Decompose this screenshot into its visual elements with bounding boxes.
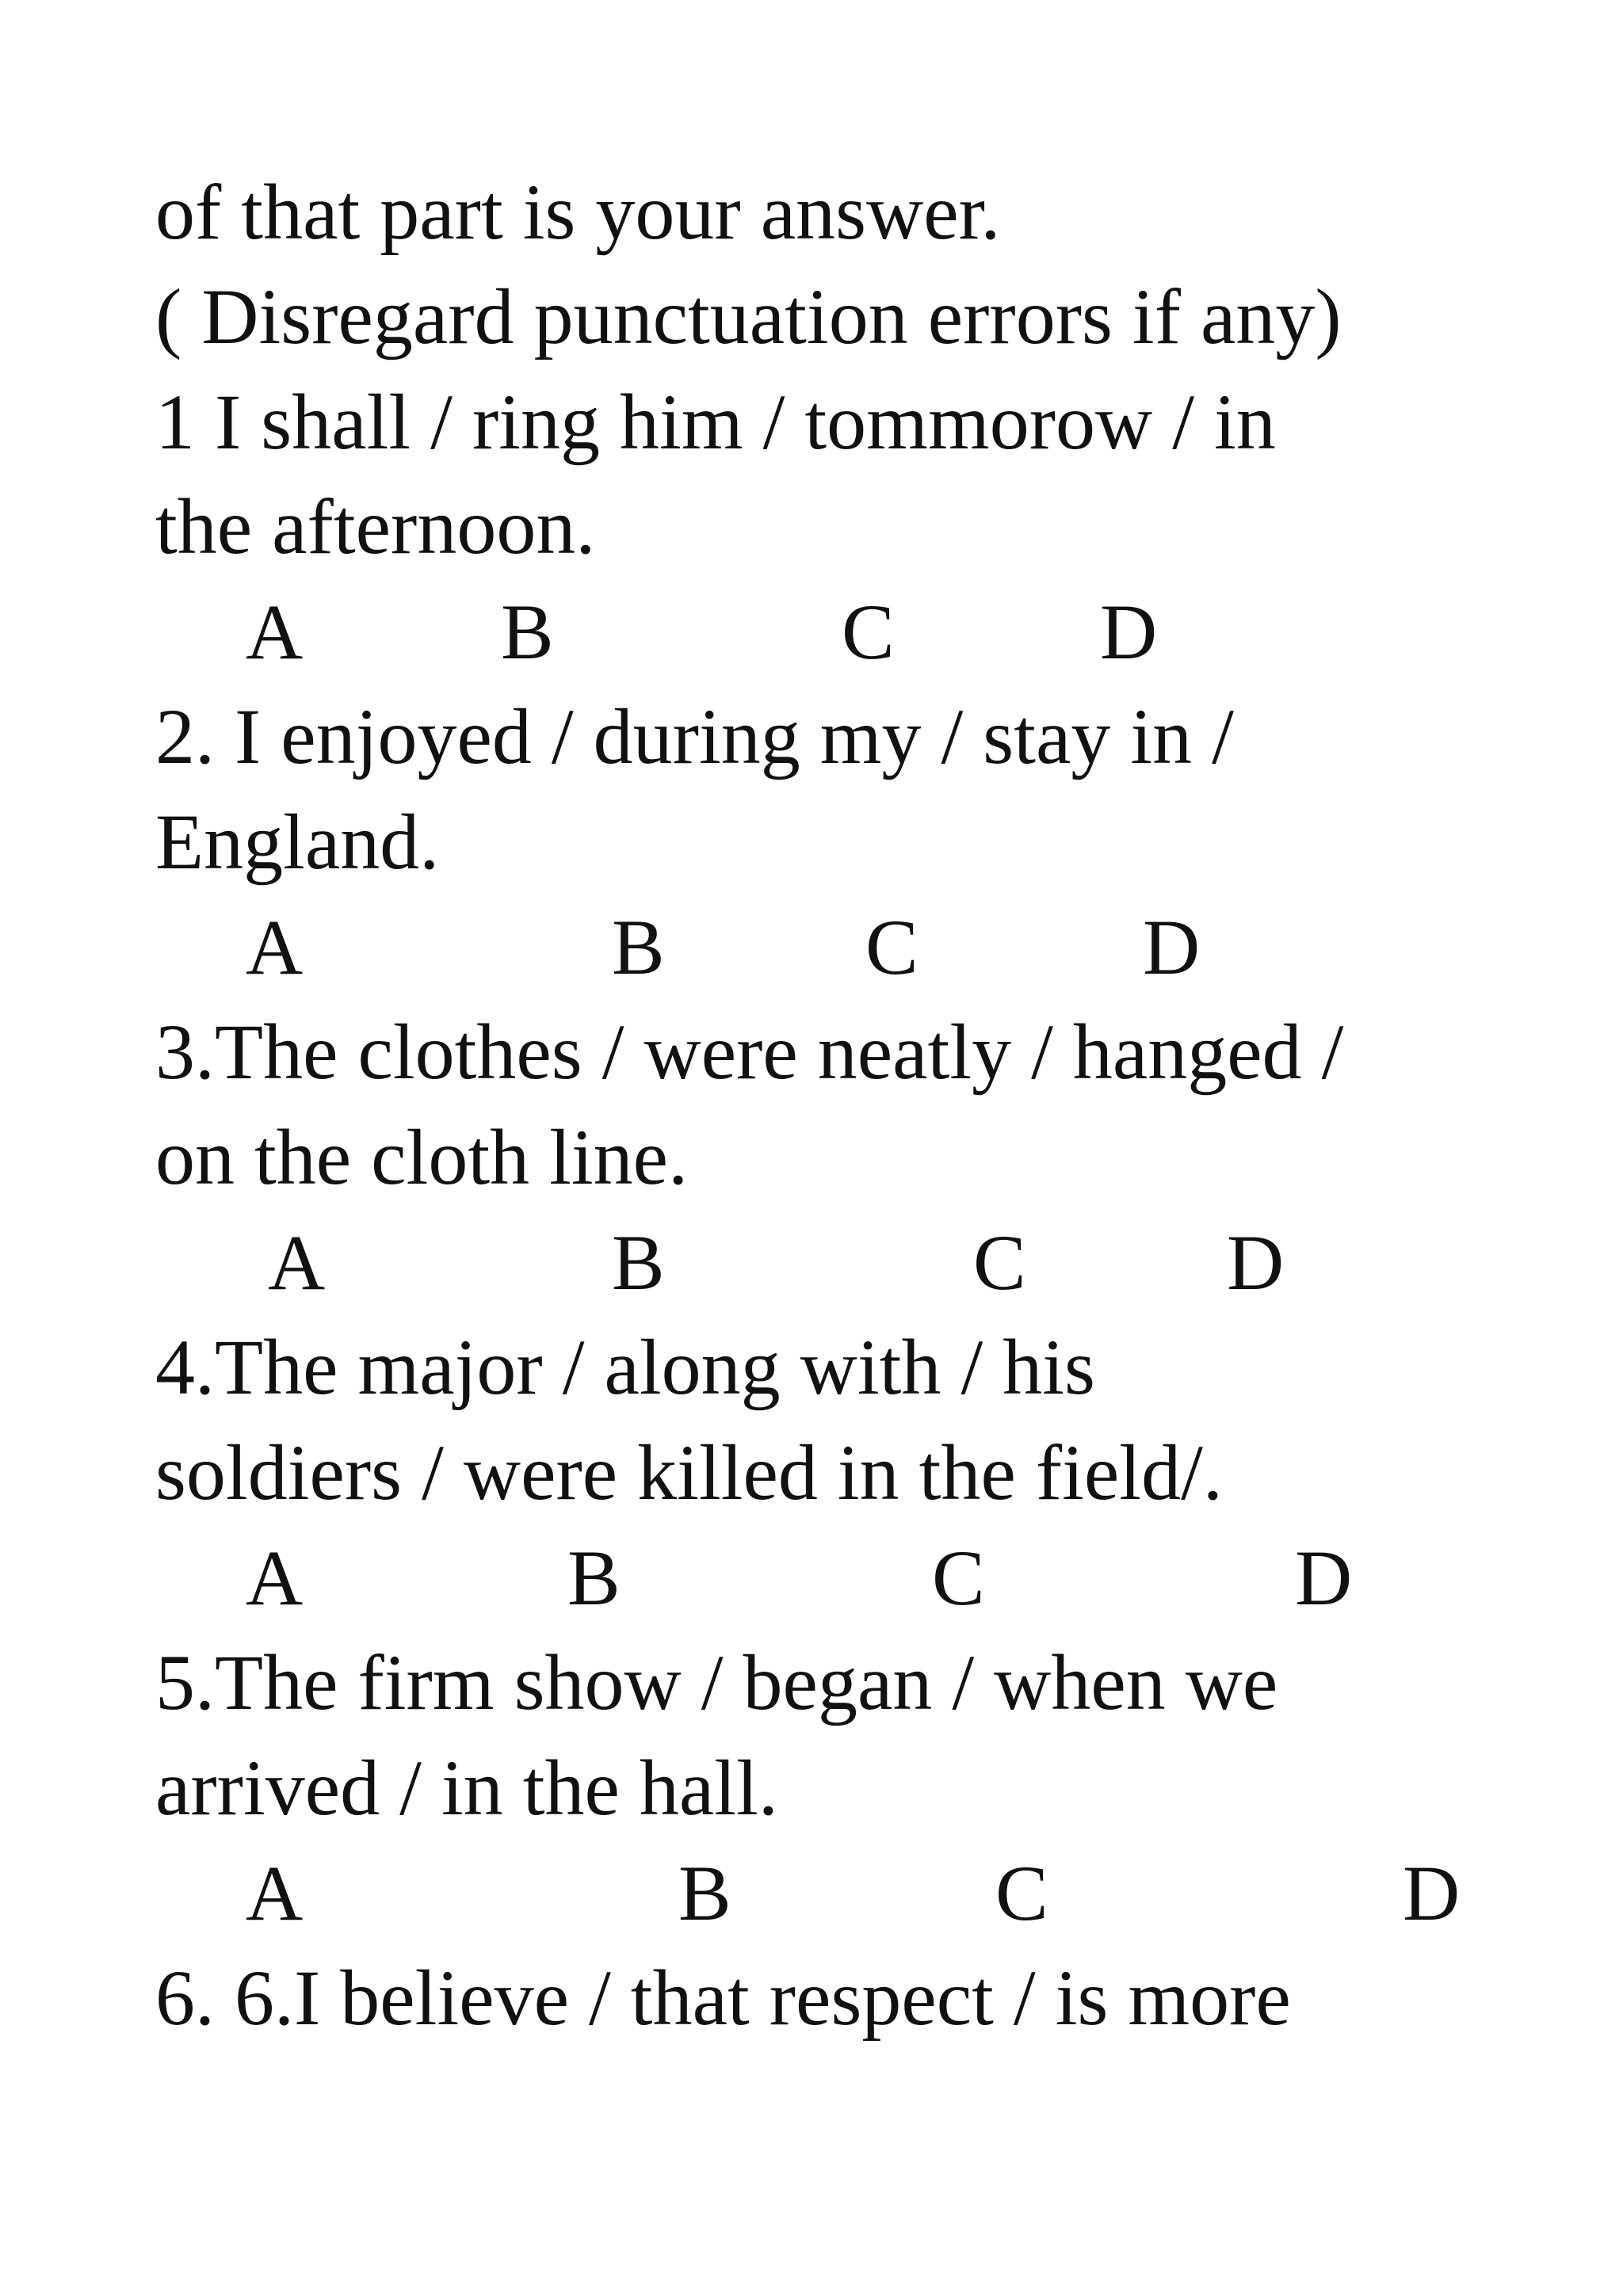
question-4-text: soldiers / were killed in the field/. xyxy=(155,1428,1223,1516)
option-b-label: B xyxy=(678,1849,731,1937)
question-2-text: 2. I enjoyed / during my / stay in / xyxy=(155,692,1234,780)
option-a-label: A xyxy=(246,903,304,991)
option-b-label: B xyxy=(612,903,665,991)
question-5-text: arrived / in the hall. xyxy=(155,1744,778,1832)
question-1-text: the afternoon. xyxy=(155,482,596,570)
option-c-label: C xyxy=(842,588,895,676)
question-3-text: on the cloth line. xyxy=(155,1113,689,1201)
option-c-label: C xyxy=(932,1534,985,1622)
question-5-text: 5.The firm show / began / when we xyxy=(155,1638,1278,1726)
option-a-label: A xyxy=(268,1219,326,1306)
option-a-label: A xyxy=(246,588,304,676)
question-3-text: 3.The clothes / were neatly / hanged / xyxy=(155,1008,1344,1096)
option-a-label: A xyxy=(246,1534,304,1622)
option-b-label: B xyxy=(501,588,554,676)
question-6-text: 6. 6.I believe / that respect / is more xyxy=(155,1954,1291,2042)
option-b-label: B xyxy=(612,1219,665,1306)
text-line: of that part is your answer. xyxy=(155,168,1001,256)
option-c-label: C xyxy=(973,1219,1026,1306)
question-4-text: 4.The major / along with / his xyxy=(155,1323,1095,1411)
option-d-label: D xyxy=(1227,1219,1285,1306)
option-c-label: C xyxy=(995,1849,1048,1937)
option-d-label: D xyxy=(1143,903,1201,991)
option-b-label: B xyxy=(567,1534,621,1622)
option-d-label: D xyxy=(1403,1849,1461,1937)
question-2-text: England. xyxy=(155,798,440,886)
text-line: ( Disregard punctuation errors if any) xyxy=(155,273,1342,360)
option-a-label: A xyxy=(246,1849,304,1937)
option-d-label: D xyxy=(1295,1534,1353,1622)
option-c-label: C xyxy=(865,903,918,991)
question-1-text: 1 I shall / ring him / tommorow / in xyxy=(155,378,1276,466)
option-d-label: D xyxy=(1100,588,1158,676)
